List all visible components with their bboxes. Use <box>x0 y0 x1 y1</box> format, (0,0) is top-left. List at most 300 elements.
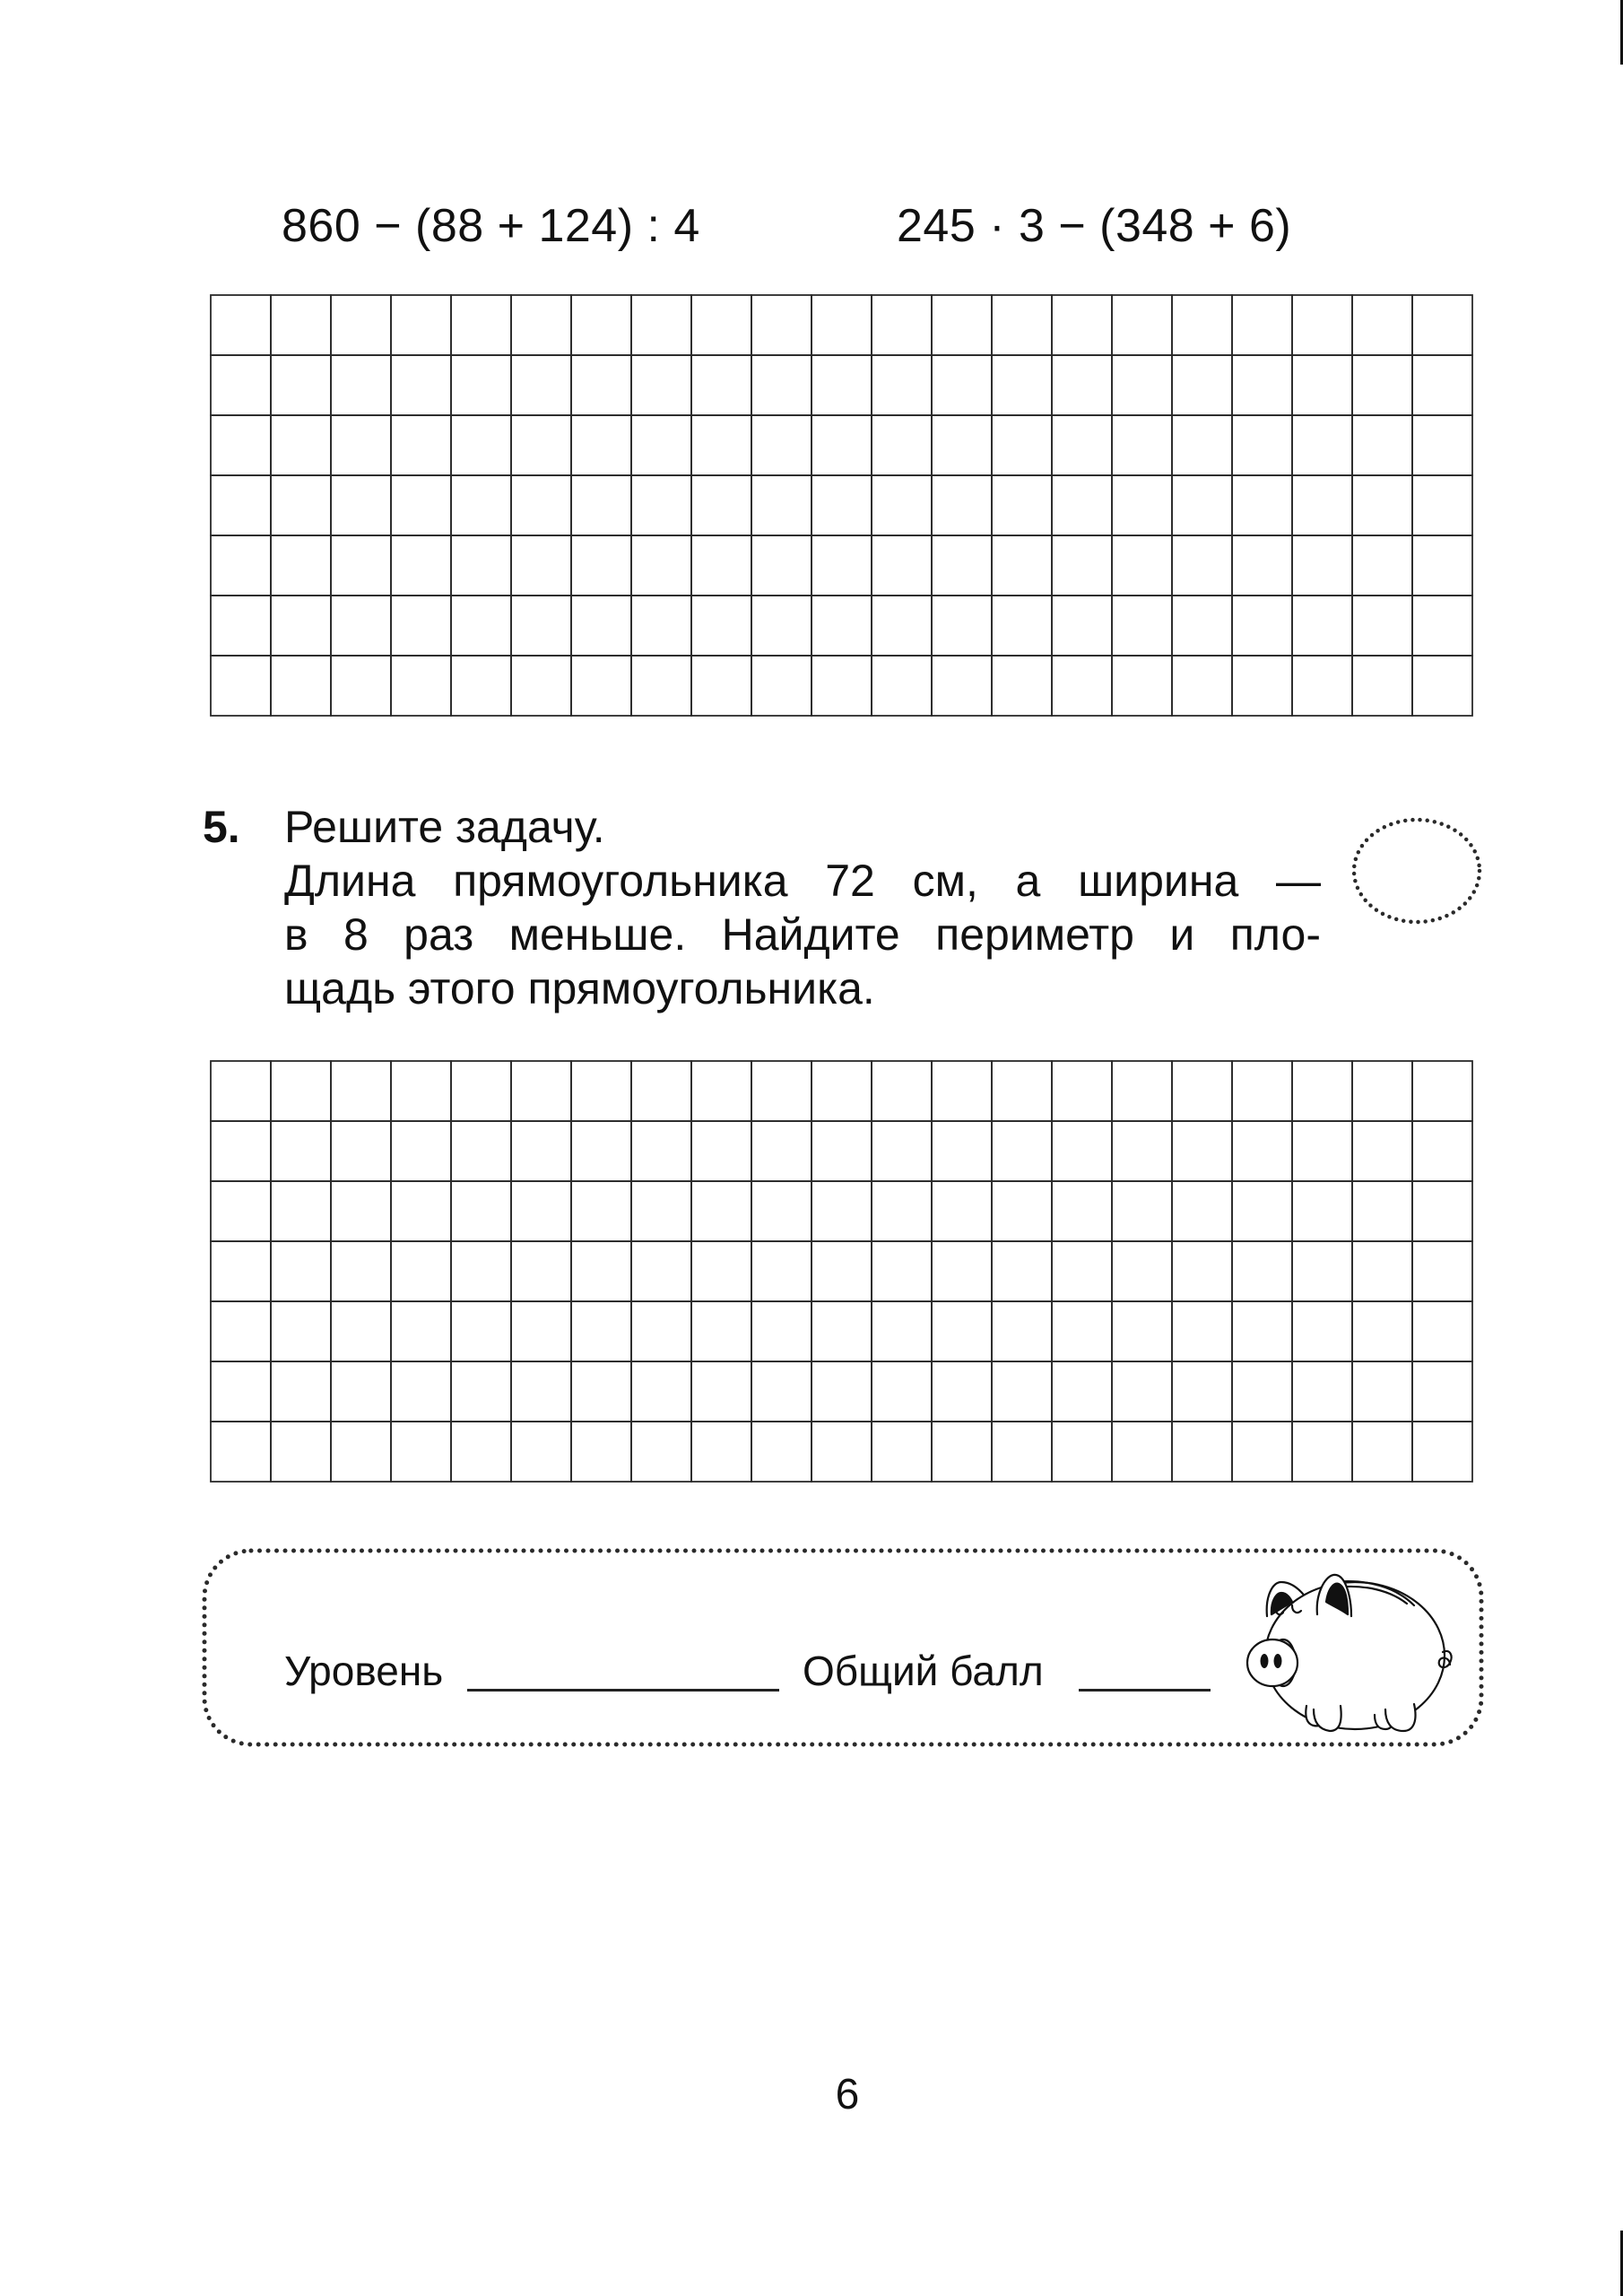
grid-cell[interactable] <box>211 415 271 475</box>
total-score-blank-line[interactable] <box>1079 1689 1211 1692</box>
grid-cell[interactable] <box>691 1181 751 1241</box>
grid-cell[interactable] <box>631 535 691 596</box>
grid-cell[interactable] <box>571 1361 631 1422</box>
grid-cell[interactable] <box>872 415 932 475</box>
grid-cell[interactable] <box>1352 1361 1412 1422</box>
grid-cell[interactable] <box>872 1121 932 1181</box>
grid-cell[interactable] <box>932 1301 992 1361</box>
grid-cell[interactable] <box>1112 1061 1172 1121</box>
grid-cell[interactable] <box>812 596 872 656</box>
grid-cell[interactable] <box>451 1422 511 1482</box>
grid-cell[interactable] <box>691 596 751 656</box>
grid-cell[interactable] <box>1412 656 1472 716</box>
grid-cell[interactable] <box>511 1361 571 1422</box>
grid-cell[interactable] <box>932 475 992 535</box>
grid-cell[interactable] <box>511 1061 571 1121</box>
grid-cell[interactable] <box>751 295 812 355</box>
grid-cell[interactable] <box>1292 1241 1352 1301</box>
grid-cell[interactable] <box>631 415 691 475</box>
grid-cell[interactable] <box>1052 1181 1112 1241</box>
grid-cell[interactable] <box>1412 1121 1472 1181</box>
grid-cell[interactable] <box>391 1301 451 1361</box>
grid-cell[interactable] <box>1412 535 1472 596</box>
grid-cell[interactable] <box>1172 596 1232 656</box>
grid-cell[interactable] <box>391 596 451 656</box>
grid-cell[interactable] <box>391 1361 451 1422</box>
grid-cell[interactable] <box>992 535 1052 596</box>
grid-cell[interactable] <box>1412 1061 1472 1121</box>
grid-cell[interactable] <box>511 355 571 415</box>
grid-cell[interactable] <box>391 1241 451 1301</box>
grid-cell[interactable] <box>1172 415 1232 475</box>
task-score-oval[interactable] <box>1350 816 1483 930</box>
grid-cell[interactable] <box>271 656 331 716</box>
grid-cell[interactable] <box>872 1422 932 1482</box>
grid-cell[interactable] <box>211 1241 271 1301</box>
grid-cell[interactable] <box>1052 295 1112 355</box>
grid-cell[interactable] <box>992 1061 1052 1121</box>
grid-cell[interactable] <box>691 1241 751 1301</box>
grid-cell[interactable] <box>1112 1361 1172 1422</box>
grid-cell[interactable] <box>271 295 331 355</box>
grid-cell[interactable] <box>391 295 451 355</box>
grid-cell[interactable] <box>992 1301 1052 1361</box>
grid-cell[interactable] <box>1352 596 1412 656</box>
grid-cell[interactable] <box>1292 1301 1352 1361</box>
grid-cell[interactable] <box>1292 415 1352 475</box>
grid-cell[interactable] <box>751 1181 812 1241</box>
grid-cell[interactable] <box>1112 1181 1172 1241</box>
grid-cell[interactable] <box>391 1181 451 1241</box>
grid-cell[interactable] <box>1352 1422 1412 1482</box>
grid-cell[interactable] <box>271 355 331 415</box>
grid-cell[interactable] <box>211 1361 271 1422</box>
grid-cell[interactable] <box>1292 1061 1352 1121</box>
grid-cell[interactable] <box>812 295 872 355</box>
grid-cell[interactable] <box>751 1422 812 1482</box>
grid-cell[interactable] <box>1172 1121 1232 1181</box>
grid-cell[interactable] <box>1052 656 1112 716</box>
grid-cell[interactable] <box>812 1061 872 1121</box>
grid-cell[interactable] <box>391 1061 451 1121</box>
grid-cell[interactable] <box>932 1241 992 1301</box>
grid-cell[interactable] <box>451 535 511 596</box>
grid-cell[interactable] <box>1112 355 1172 415</box>
grid-cell[interactable] <box>511 415 571 475</box>
grid-cell[interactable] <box>1352 1061 1412 1121</box>
grid-cell[interactable] <box>451 1361 511 1422</box>
grid-cell[interactable] <box>1052 1422 1112 1482</box>
grid-cell[interactable] <box>451 656 511 716</box>
grid-cell[interactable] <box>1292 1361 1352 1422</box>
grid-cell[interactable] <box>1172 1422 1232 1482</box>
grid-cell[interactable] <box>812 1422 872 1482</box>
grid-cell[interactable] <box>1232 1181 1292 1241</box>
grid-cell[interactable] <box>1352 1121 1412 1181</box>
grid-cell[interactable] <box>932 596 992 656</box>
grid-cell[interactable] <box>1172 1361 1232 1422</box>
grid-cell[interactable] <box>812 415 872 475</box>
grid-cell[interactable] <box>1052 1301 1112 1361</box>
grid-cell[interactable] <box>331 415 391 475</box>
grid-cell[interactable] <box>992 596 1052 656</box>
grid-cell[interactable] <box>932 415 992 475</box>
grid-cell[interactable] <box>571 1061 631 1121</box>
grid-cell[interactable] <box>271 1422 331 1482</box>
grid-cell[interactable] <box>751 1241 812 1301</box>
grid-cell[interactable] <box>1172 475 1232 535</box>
grid-cell[interactable] <box>391 355 451 415</box>
grid-cell[interactable] <box>571 535 631 596</box>
grid-cell[interactable] <box>511 295 571 355</box>
grid-cell[interactable] <box>1112 295 1172 355</box>
grid-cell[interactable] <box>391 475 451 535</box>
grid-cell[interactable] <box>992 415 1052 475</box>
grid-cell[interactable] <box>1172 535 1232 596</box>
grid-cell[interactable] <box>1052 475 1112 535</box>
grid-cell[interactable] <box>992 295 1052 355</box>
grid-cell[interactable] <box>1112 1121 1172 1181</box>
grid-cell[interactable] <box>271 1241 331 1301</box>
grid-cell[interactable] <box>1292 1181 1352 1241</box>
grid-cell[interactable] <box>872 1241 932 1301</box>
grid-cell[interactable] <box>872 1301 932 1361</box>
grid-cell[interactable] <box>691 1301 751 1361</box>
grid-cell[interactable] <box>751 1361 812 1422</box>
grid-cell[interactable] <box>932 656 992 716</box>
grid-cell[interactable] <box>211 656 271 716</box>
grid-cell[interactable] <box>1052 1361 1112 1422</box>
grid-cell[interactable] <box>691 295 751 355</box>
grid-cell[interactable] <box>691 1422 751 1482</box>
grid-cell[interactable] <box>631 596 691 656</box>
grid-cell[interactable] <box>451 1061 511 1121</box>
grid-cell[interactable] <box>511 656 571 716</box>
grid-cell[interactable] <box>1232 596 1292 656</box>
grid-cell[interactable] <box>1052 355 1112 415</box>
grid-cell[interactable] <box>812 1121 872 1181</box>
grid-cell[interactable] <box>1172 1301 1232 1361</box>
grid-cell[interactable] <box>331 1241 391 1301</box>
grid-cell[interactable] <box>1412 596 1472 656</box>
grid-cell[interactable] <box>932 1181 992 1241</box>
grid-cell[interactable] <box>1052 535 1112 596</box>
grid-cell[interactable] <box>451 1241 511 1301</box>
grid-cell[interactable] <box>451 1121 511 1181</box>
grid-cell[interactable] <box>331 295 391 355</box>
grid-cell[interactable] <box>511 475 571 535</box>
grid-cell[interactable] <box>571 295 631 355</box>
grid-cell[interactable] <box>211 295 271 355</box>
grid-cell[interactable] <box>812 1361 872 1422</box>
grid-cell[interactable] <box>1292 475 1352 535</box>
grid-cell[interactable] <box>631 475 691 535</box>
grid-cell[interactable] <box>391 656 451 716</box>
grid-cell[interactable] <box>1232 295 1292 355</box>
grid-cell[interactable] <box>1292 535 1352 596</box>
grid-cell[interactable] <box>691 1361 751 1422</box>
grid-cell[interactable] <box>631 1241 691 1301</box>
grid-cell[interactable] <box>331 1121 391 1181</box>
grid-cell[interactable] <box>1352 295 1412 355</box>
grid-cell[interactable] <box>1112 656 1172 716</box>
grid-cell[interactable] <box>1112 415 1172 475</box>
grid-cell[interactable] <box>511 1181 571 1241</box>
grid-cell[interactable] <box>812 475 872 535</box>
grid-cell[interactable] <box>451 596 511 656</box>
grid-cell[interactable] <box>511 1301 571 1361</box>
grid-cell[interactable] <box>331 1422 391 1482</box>
grid-cell[interactable] <box>872 1361 932 1422</box>
grid-cell[interactable] <box>571 596 631 656</box>
grid-cell[interactable] <box>1112 1241 1172 1301</box>
grid-cell[interactable] <box>271 596 331 656</box>
grid-cell[interactable] <box>1412 415 1472 475</box>
grid-cell[interactable] <box>1172 656 1232 716</box>
grid-cell[interactable] <box>331 1061 391 1121</box>
grid-cell[interactable] <box>631 1121 691 1181</box>
grid-cell[interactable] <box>631 355 691 415</box>
grid-cell[interactable] <box>571 475 631 535</box>
grid-cell[interactable] <box>1232 1361 1292 1422</box>
grid-cell[interactable] <box>812 355 872 415</box>
grid-cell[interactable] <box>331 475 391 535</box>
grid-cell[interactable] <box>751 415 812 475</box>
answer-grid-1[interactable] <box>210 294 1471 717</box>
grid-cell[interactable] <box>1172 1061 1232 1121</box>
grid-cell[interactable] <box>1232 535 1292 596</box>
grid-cell[interactable] <box>271 535 331 596</box>
grid-cell[interactable] <box>691 535 751 596</box>
grid-cell[interactable] <box>1112 1422 1172 1482</box>
grid-cell[interactable] <box>872 475 932 535</box>
grid-cell[interactable] <box>992 656 1052 716</box>
grid-cell[interactable] <box>1172 355 1232 415</box>
grid-cell[interactable] <box>511 596 571 656</box>
grid-cell[interactable] <box>812 656 872 716</box>
grid-cell[interactable] <box>872 295 932 355</box>
grid-cell[interactable] <box>1172 1181 1232 1241</box>
grid-cell[interactable] <box>1412 1241 1472 1301</box>
grid-cell[interactable] <box>271 1181 331 1241</box>
grid-cell[interactable] <box>451 295 511 355</box>
grid-cell[interactable] <box>1172 1241 1232 1301</box>
grid-cell[interactable] <box>1112 596 1172 656</box>
piggy-bank-icon <box>1242 1562 1457 1739</box>
grid-cell[interactable] <box>631 656 691 716</box>
grid-cell[interactable] <box>211 1422 271 1482</box>
grid-cell[interactable] <box>932 355 992 415</box>
grid-cell[interactable] <box>451 415 511 475</box>
grid-cell[interactable] <box>271 1121 331 1181</box>
grid-cell[interactable] <box>992 475 1052 535</box>
grid-cell[interactable] <box>751 1061 812 1121</box>
grid-cell[interactable] <box>1052 415 1112 475</box>
grid-cell[interactable] <box>211 1301 271 1361</box>
grid-cell[interactable] <box>691 355 751 415</box>
grid-cell[interactable] <box>932 1361 992 1422</box>
grid-cell[interactable] <box>571 1181 631 1241</box>
grid-cell[interactable] <box>751 1301 812 1361</box>
grid-cell[interactable] <box>331 656 391 716</box>
grid-cell[interactable] <box>571 1422 631 1482</box>
grid-cell[interactable] <box>751 475 812 535</box>
grid-cell[interactable] <box>1352 1181 1412 1241</box>
grid-cell[interactable] <box>1412 1422 1472 1482</box>
grid-cell[interactable] <box>812 1181 872 1241</box>
grid-cell[interactable] <box>1352 535 1412 596</box>
grid-cell[interactable] <box>211 1061 271 1121</box>
grid-cell[interactable] <box>571 415 631 475</box>
grid-cell[interactable] <box>1052 1121 1112 1181</box>
grid-cell[interactable] <box>992 1361 1052 1422</box>
grid-cell[interactable] <box>872 355 932 415</box>
grid-cell[interactable] <box>1232 1241 1292 1301</box>
grid-cell[interactable] <box>451 355 511 415</box>
grid-cell[interactable] <box>751 1121 812 1181</box>
grid-cell[interactable] <box>1112 475 1172 535</box>
grid-cell[interactable] <box>812 535 872 596</box>
grid-cell[interactable] <box>1232 656 1292 716</box>
grid-cell[interactable] <box>932 1121 992 1181</box>
grid-cell[interactable] <box>1412 1301 1472 1361</box>
grid-cell[interactable] <box>451 1301 511 1361</box>
grid-cell[interactable] <box>812 1241 872 1301</box>
grid-cell[interactable] <box>631 1061 691 1121</box>
grid-cell[interactable] <box>872 656 932 716</box>
grid-cell[interactable] <box>211 1181 271 1241</box>
grid-cell[interactable] <box>391 535 451 596</box>
grid-cell[interactable] <box>812 1301 872 1361</box>
grid-cell[interactable] <box>1052 1241 1112 1301</box>
grid-cell[interactable] <box>571 1301 631 1361</box>
grid-cell[interactable] <box>511 1241 571 1301</box>
grid-cell[interactable] <box>631 1422 691 1482</box>
grid-cell[interactable] <box>872 1061 932 1121</box>
grid-cell[interactable] <box>932 1422 992 1482</box>
grid-cell[interactable] <box>331 596 391 656</box>
grid-cell[interactable] <box>1232 1061 1292 1121</box>
grid-cell[interactable] <box>631 295 691 355</box>
grid-cell[interactable] <box>211 596 271 656</box>
grid-cell[interactable] <box>751 355 812 415</box>
grid-cell[interactable] <box>511 1422 571 1482</box>
grid-cell[interactable] <box>1232 1301 1292 1361</box>
grid-cell[interactable] <box>1292 1121 1352 1181</box>
grid-cell[interactable] <box>391 415 451 475</box>
grid-cell[interactable] <box>211 1121 271 1181</box>
grid-cell[interactable] <box>1412 1181 1472 1241</box>
grid-cell[interactable] <box>331 1301 391 1361</box>
grid-cell[interactable] <box>751 596 812 656</box>
grid-cell[interactable] <box>1352 355 1412 415</box>
grid-cell[interactable] <box>391 1121 451 1181</box>
grid-cell[interactable] <box>1232 355 1292 415</box>
grid-cell[interactable] <box>271 415 331 475</box>
grid-cell[interactable] <box>211 475 271 535</box>
grid-cell[interactable] <box>872 596 932 656</box>
grid-cell[interactable] <box>1412 355 1472 415</box>
grid-cell[interactable] <box>631 1301 691 1361</box>
grid-cell[interactable] <box>992 1121 1052 1181</box>
grid-cell[interactable] <box>751 535 812 596</box>
grid-cell[interactable] <box>511 535 571 596</box>
grid-cell[interactable] <box>331 355 391 415</box>
grid-cell[interactable] <box>872 535 932 596</box>
grid-cell[interactable] <box>631 1361 691 1422</box>
grid-cell[interactable] <box>691 1061 751 1121</box>
grid-cell[interactable] <box>992 355 1052 415</box>
grid-cell[interactable] <box>872 1181 932 1241</box>
grid-cell[interactable] <box>271 475 331 535</box>
grid-cell[interactable] <box>1052 596 1112 656</box>
grid-cell[interactable] <box>1112 535 1172 596</box>
grid-cell[interactable] <box>691 656 751 716</box>
grid-cell[interactable] <box>271 1301 331 1361</box>
grid-cell[interactable] <box>571 656 631 716</box>
grid-cell[interactable] <box>1292 656 1352 716</box>
answer-grid-2[interactable] <box>210 1060 1471 1483</box>
grid-cell[interactable] <box>451 1181 511 1241</box>
grid-cell[interactable] <box>1292 596 1352 656</box>
grid-cell[interactable] <box>331 1361 391 1422</box>
grid-cell[interactable] <box>451 475 511 535</box>
grid-cell[interactable] <box>1292 355 1352 415</box>
grid-cell[interactable] <box>1352 415 1412 475</box>
grid-cell[interactable] <box>1412 1361 1472 1422</box>
grid-cell[interactable] <box>1292 295 1352 355</box>
grid-cell[interactable] <box>391 1422 451 1482</box>
grid-cell[interactable] <box>691 1121 751 1181</box>
grid-cell[interactable] <box>751 656 812 716</box>
grid-cell[interactable] <box>631 1181 691 1241</box>
grid-cell[interactable] <box>211 355 271 415</box>
grid-cell[interactable] <box>571 355 631 415</box>
grid-cell[interactable] <box>1352 1301 1412 1361</box>
grid-cell[interactable] <box>992 1241 1052 1301</box>
grid-cell[interactable] <box>1052 1061 1112 1121</box>
level-blank-line[interactable] <box>467 1689 779 1692</box>
grid-cell[interactable] <box>1292 1422 1352 1482</box>
grid-cell[interactable] <box>211 535 271 596</box>
grid-cell[interactable] <box>271 1361 331 1422</box>
grid-cell[interactable] <box>511 1121 571 1181</box>
grid-cell[interactable] <box>1232 1422 1292 1482</box>
grid-cell[interactable] <box>571 1121 631 1181</box>
grid-cell[interactable] <box>1232 415 1292 475</box>
grid-cell[interactable] <box>691 415 751 475</box>
grid-cell[interactable] <box>1352 475 1412 535</box>
grid-cell[interactable] <box>691 475 751 535</box>
grid-cell[interactable] <box>1232 475 1292 535</box>
grid-cell[interactable] <box>932 535 992 596</box>
grid-cell[interactable] <box>932 295 992 355</box>
grid-cell[interactable] <box>331 1181 391 1241</box>
grid-cell[interactable] <box>1352 656 1412 716</box>
grid-cell[interactable] <box>1172 295 1232 355</box>
grid-cell[interactable] <box>331 535 391 596</box>
grid-cell[interactable] <box>932 1061 992 1121</box>
grid-cell[interactable] <box>1412 295 1472 355</box>
grid-cell[interactable] <box>1352 1241 1412 1301</box>
grid-cell[interactable] <box>1112 1301 1172 1361</box>
grid-cell[interactable] <box>1412 475 1472 535</box>
grid-cell[interactable] <box>992 1181 1052 1241</box>
grid-cell[interactable] <box>992 1422 1052 1482</box>
grid-cell[interactable] <box>271 1061 331 1121</box>
grid-cell[interactable] <box>571 1241 631 1301</box>
grid-cell[interactable] <box>1232 1121 1292 1181</box>
